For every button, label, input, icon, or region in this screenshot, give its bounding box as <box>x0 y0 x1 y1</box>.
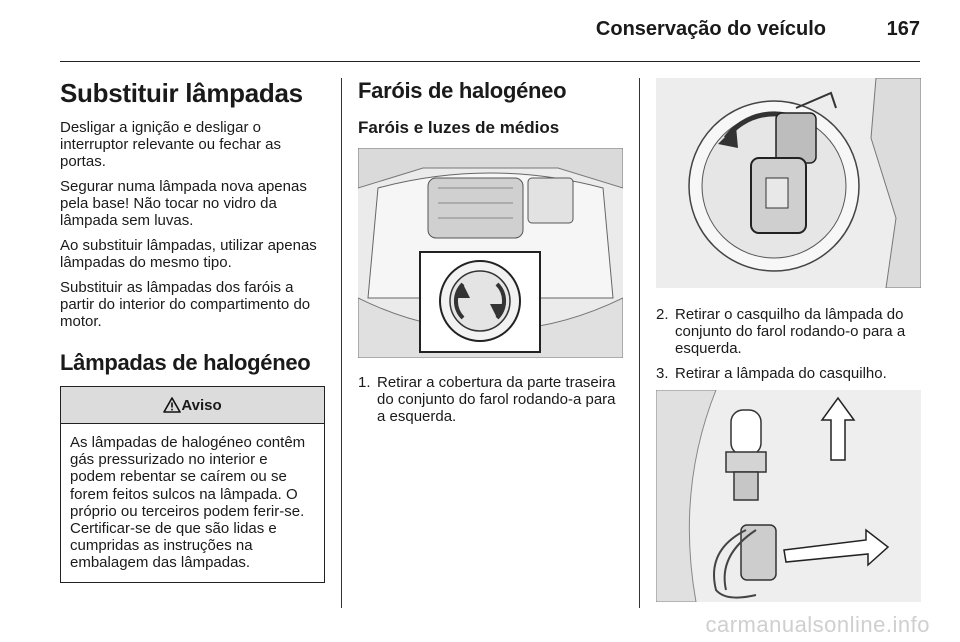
bulb-socket-illustration <box>656 78 921 288</box>
page-number: 167 <box>886 18 920 40</box>
warning-header <box>61 387 324 424</box>
step-item <box>358 374 623 425</box>
engine-bay-illustration <box>358 148 623 358</box>
bulb-removal-illustration <box>656 390 921 602</box>
column-2 <box>358 78 623 433</box>
warning-box <box>60 386 325 583</box>
warning-triangle-icon <box>163 397 181 413</box>
warning-label: Aviso <box>181 396 222 414</box>
warning-text: As lâmpadas de halogéneo contêm gás pressurizado no interior e podem rebentar se caírem ou se forem feitos sulcos na lâmpada. O próprio ou terceiros podem ferir-se. Certificar-se de que são lidas e cumpridas as instruções na embalagem das lâmpadas. <box>70 434 306 572</box>
column-3 <box>656 78 921 602</box>
watermark: carmanualsonline.info <box>705 612 930 637</box>
section-heading: Substituir lâmpadas <box>60 78 303 108</box>
paragraph: Substituir as lâmpadas dos faróis a partir do interior do compartimento do motor. <box>60 279 311 330</box>
subsection-heading: Faróis e luzes de médios <box>358 118 560 137</box>
step-number: 3. <box>656 365 669 382</box>
step-text: Retirar a lâmpada do casquilho. <box>675 365 887 382</box>
paragraph: Segurar numa lâmpada nova apenas pela base! Não tocar no vidro da lâmpada sem luvas. <box>60 178 307 229</box>
step-number: 1. <box>358 374 371 391</box>
section-title: Conservação do veículo <box>595 18 826 40</box>
column-1 <box>60 78 325 583</box>
section-heading: Faróis de halogéneo <box>358 78 567 103</box>
step-text: Retirar a cobertura da parte traseira do conjunto do farol rodando-a para a esquerda. <box>377 374 616 425</box>
step-number: 2. <box>656 306 669 323</box>
step-text: Retirar o casquilho da lâmpada do conjunto do farol rodando-o para a esquerda. <box>675 306 906 357</box>
step-item <box>656 365 921 382</box>
paragraph: Desligar a ignição e desligar o interruptor relevante ou fechar as portas. <box>60 119 281 170</box>
page-header <box>60 0 920 62</box>
step-item <box>656 306 921 357</box>
subsection-heading: Lâmpadas de halogéneo <box>60 350 311 375</box>
paragraph: Ao substituir lâmpadas, utilizar apenas lâmpadas do mesmo tipo. <box>60 237 317 271</box>
column-divider <box>639 78 640 608</box>
column-divider <box>341 78 342 608</box>
